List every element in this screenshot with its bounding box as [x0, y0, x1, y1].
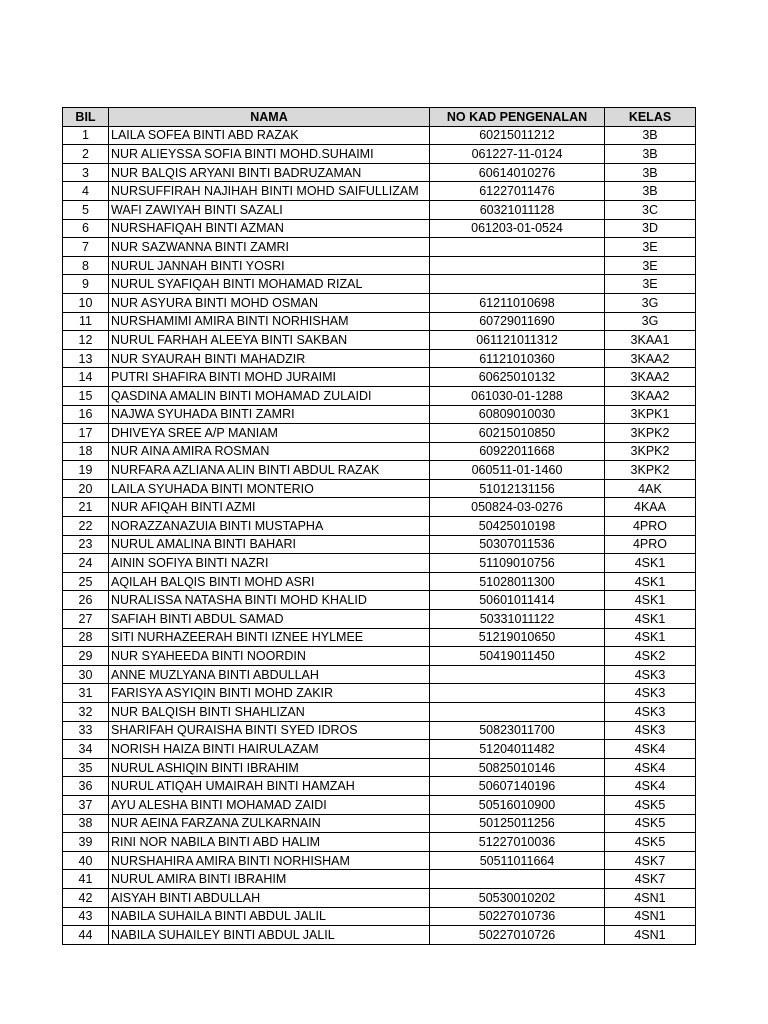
cell-bil: 41 — [63, 870, 109, 889]
cell-nama: DHIVEYA SREE A/P MANIAM — [109, 424, 430, 443]
cell-nama: NURALISSA NATASHA BINTI MOHD KHALID — [109, 591, 430, 610]
cell-nama: AQILAH BALQIS BINTI MOHD ASRI — [109, 572, 430, 591]
header-ic: NO KAD PENGENALAN — [430, 108, 605, 127]
cell-kelas: 4SK1 — [605, 591, 696, 610]
cell-kelas: 4SK1 — [605, 572, 696, 591]
cell-kelas: 3KAA2 — [605, 368, 696, 387]
cell-ic: 60922011668 — [430, 442, 605, 461]
table-row — [63, 814, 696, 833]
cell-nama: NURUL FARHAH ALEEYA BINTI SAKBAN — [109, 331, 430, 350]
cell-kelas: 3E — [605, 238, 696, 257]
cell-nama: NUR AINA AMIRA ROSMAN — [109, 442, 430, 461]
table-row — [63, 610, 696, 629]
cell-nama: NUR SAZWANNA BINTI ZAMRI — [109, 238, 430, 257]
cell-bil: 17 — [63, 424, 109, 443]
cell-kelas: 4SK3 — [605, 703, 696, 722]
table-row — [63, 163, 696, 182]
cell-kelas: 3KAA2 — [605, 349, 696, 368]
cell-nama: NUR SYAHEEDA BINTI NOORDIN — [109, 647, 430, 666]
cell-bil: 8 — [63, 256, 109, 275]
table-row — [63, 777, 696, 796]
cell-bil: 40 — [63, 851, 109, 870]
cell-kelas: 3KPK1 — [605, 405, 696, 424]
cell-nama: SHARIFAH QURAISHA BINTI SYED IDROS — [109, 721, 430, 740]
header-row — [63, 108, 696, 127]
cell-bil: 35 — [63, 758, 109, 777]
cell-bil: 3 — [63, 163, 109, 182]
cell-kelas: 3KPK2 — [605, 442, 696, 461]
cell-ic: 60809010030 — [430, 405, 605, 424]
cell-bil: 38 — [63, 814, 109, 833]
cell-bil: 5 — [63, 200, 109, 219]
cell-ic: 50419011450 — [430, 647, 605, 666]
table-row — [63, 368, 696, 387]
table-row — [63, 479, 696, 498]
cell-ic: 50607140196 — [430, 777, 605, 796]
cell-ic: 50425010198 — [430, 517, 605, 536]
cell-bil: 1 — [63, 126, 109, 145]
table-row — [63, 219, 696, 238]
cell-bil: 37 — [63, 795, 109, 814]
cell-nama: WAFI ZAWIYAH BINTI SAZALI — [109, 200, 430, 219]
cell-ic: 060511-01-1460 — [430, 461, 605, 480]
table-row — [63, 535, 696, 554]
cell-ic: 50516010900 — [430, 795, 605, 814]
table-row — [63, 628, 696, 647]
cell-kelas: 4SK7 — [605, 870, 696, 889]
cell-ic: 50825010146 — [430, 758, 605, 777]
cell-kelas: 4SK3 — [605, 684, 696, 703]
table-row — [63, 554, 696, 573]
cell-ic — [430, 665, 605, 684]
table-row — [63, 200, 696, 219]
table-row — [63, 591, 696, 610]
table-row — [63, 256, 696, 275]
table-row — [63, 665, 696, 684]
cell-kelas: 4KAA — [605, 498, 696, 517]
cell-bil: 15 — [63, 386, 109, 405]
cell-nama: AININ SOFIYA BINTI NAZRI — [109, 554, 430, 573]
cell-nama: FARISYA ASYIQIN BINTI MOHD ZAKIR — [109, 684, 430, 703]
cell-bil: 44 — [63, 926, 109, 945]
cell-nama: NUR BALQISH BINTI SHAHLIZAN — [109, 703, 430, 722]
cell-ic: 51227010036 — [430, 833, 605, 852]
cell-bil: 34 — [63, 740, 109, 759]
cell-kelas: 3B — [605, 145, 696, 164]
table-row — [63, 498, 696, 517]
cell-kelas: 4SN1 — [605, 926, 696, 945]
cell-ic: 50530010202 — [430, 888, 605, 907]
cell-nama: LAILA SYUHADA BINTI MONTERIO — [109, 479, 430, 498]
cell-nama: NUR AEINA FARZANA ZULKARNAIN — [109, 814, 430, 833]
cell-ic: 061227-11-0124 — [430, 145, 605, 164]
cell-bil: 4 — [63, 182, 109, 201]
cell-kelas: 3KAA1 — [605, 331, 696, 350]
cell-nama: NAJWA SYUHADA BINTI ZAMRI — [109, 405, 430, 424]
cell-ic: 50823011700 — [430, 721, 605, 740]
cell-kelas: 4SK5 — [605, 795, 696, 814]
cell-ic: 061121011312 — [430, 331, 605, 350]
cell-nama: PUTRI SHAFIRA BINTI MOHD JURAIMI — [109, 368, 430, 387]
cell-nama: NUR ASYURA BINTI MOHD OSMAN — [109, 293, 430, 312]
cell-bil: 16 — [63, 405, 109, 424]
cell-ic: 061203-01-0524 — [430, 219, 605, 238]
cell-kelas: 3B — [605, 182, 696, 201]
cell-ic: 51028011300 — [430, 572, 605, 591]
table-row — [63, 312, 696, 331]
cell-bil: 27 — [63, 610, 109, 629]
cell-ic: 60215010850 — [430, 424, 605, 443]
table-row — [63, 870, 696, 889]
cell-nama: NORISH HAIZA BINTI HAIRULAZAM — [109, 740, 430, 759]
cell-bil: 31 — [63, 684, 109, 703]
table-row — [63, 907, 696, 926]
table-row — [63, 517, 696, 536]
header-nama: NAMA — [109, 108, 430, 127]
cell-ic: 50227010726 — [430, 926, 605, 945]
cell-bil: 13 — [63, 349, 109, 368]
cell-nama: NURSUFFIRAH NAJIHAH BINTI MOHD SAIFULLIZAM — [109, 182, 430, 201]
cell-ic — [430, 684, 605, 703]
cell-bil: 32 — [63, 703, 109, 722]
cell-ic: 50125011256 — [430, 814, 605, 833]
cell-bil: 29 — [63, 647, 109, 666]
cell-nama: NUR BALQIS ARYANI BINTI BADRUZAMAN — [109, 163, 430, 182]
cell-ic — [430, 870, 605, 889]
cell-bil: 7 — [63, 238, 109, 257]
table-row — [63, 721, 696, 740]
student-table — [62, 107, 696, 945]
cell-nama: QASDINA AMALIN BINTI MOHAMAD ZULAIDI — [109, 386, 430, 405]
cell-bil: 21 — [63, 498, 109, 517]
cell-nama: NURUL AMALINA BINTI BAHARI — [109, 535, 430, 554]
table-row — [63, 275, 696, 294]
cell-ic: 50601011414 — [430, 591, 605, 610]
cell-kelas: 4SK1 — [605, 628, 696, 647]
cell-kelas: 4SK5 — [605, 814, 696, 833]
cell-ic: 51219010650 — [430, 628, 605, 647]
cell-nama: NABILA SUHAILA BINTI ABDUL JALIL — [109, 907, 430, 926]
cell-bil: 10 — [63, 293, 109, 312]
cell-kelas: 4SK1 — [605, 610, 696, 629]
cell-nama: LAILA SOFEA BINTI ABD RAZAK — [109, 126, 430, 145]
cell-nama: NABILA SUHAILEY BINTI ABDUL JALIL — [109, 926, 430, 945]
cell-bil: 24 — [63, 554, 109, 573]
cell-kelas: 4SN1 — [605, 888, 696, 907]
table-body — [63, 126, 696, 944]
cell-nama: NURUL SYAFIQAH BINTI MOHAMAD RIZAL — [109, 275, 430, 294]
table-row — [63, 182, 696, 201]
cell-kelas: 4SK4 — [605, 740, 696, 759]
header-kelas: KELAS — [605, 108, 696, 127]
cell-ic: 061030-01-1288 — [430, 386, 605, 405]
cell-bil: 22 — [63, 517, 109, 536]
cell-kelas: 3KPK2 — [605, 424, 696, 443]
cell-ic: 50331011122 — [430, 610, 605, 629]
cell-bil: 33 — [63, 721, 109, 740]
cell-ic — [430, 703, 605, 722]
cell-ic: 50227010736 — [430, 907, 605, 926]
cell-nama: SITI NURHAZEERAH BINTI IZNEE HYLMEE — [109, 628, 430, 647]
cell-nama: SAFIAH BINTI ABDUL SAMAD — [109, 610, 430, 629]
cell-kelas: 3C — [605, 200, 696, 219]
cell-nama: NORAZZANAZUIA BINTI MUSTAPHA — [109, 517, 430, 536]
cell-nama: NURUL JANNAH BINTI YOSRI — [109, 256, 430, 275]
cell-bil: 2 — [63, 145, 109, 164]
cell-bil: 23 — [63, 535, 109, 554]
table-row — [63, 145, 696, 164]
cell-ic: 61211010698 — [430, 293, 605, 312]
cell-kelas: 4SK3 — [605, 721, 696, 740]
cell-bil: 30 — [63, 665, 109, 684]
cell-kelas: 4SK3 — [605, 665, 696, 684]
cell-ic: 60321011128 — [430, 200, 605, 219]
table-row — [63, 926, 696, 945]
cell-ic: 60215011212 — [430, 126, 605, 145]
table-row — [63, 851, 696, 870]
table-row — [63, 238, 696, 257]
cell-nama: NURSHAHIRA AMIRA BINTI NORHISHAM — [109, 851, 430, 870]
cell-nama: ANNE MUZLYANA BINTI ABDULLAH — [109, 665, 430, 684]
cell-kelas: 4PRO — [605, 517, 696, 536]
cell-ic: 050824-03-0276 — [430, 498, 605, 517]
table-row — [63, 349, 696, 368]
cell-kelas: 3G — [605, 312, 696, 331]
cell-nama: NURSHAMIMI AMIRA BINTI NORHISHAM — [109, 312, 430, 331]
cell-bil: 25 — [63, 572, 109, 591]
table-row — [63, 442, 696, 461]
cell-nama: NURFARA AZLIANA ALIN BINTI ABDUL RAZAK — [109, 461, 430, 480]
cell-nama: NURUL ASHIQIN BINTI IBRAHIM — [109, 758, 430, 777]
cell-kelas: 4SK4 — [605, 777, 696, 796]
header-bil: BIL — [63, 108, 109, 127]
cell-kelas: 4SN1 — [605, 907, 696, 926]
cell-bil: 26 — [63, 591, 109, 610]
cell-nama: RINI NOR NABILA BINTI ABD HALIM — [109, 833, 430, 852]
cell-bil: 19 — [63, 461, 109, 480]
cell-ic — [430, 256, 605, 275]
cell-bil: 20 — [63, 479, 109, 498]
cell-nama: NURUL AMIRA BINTI IBRAHIM — [109, 870, 430, 889]
cell-ic: 61227011476 — [430, 182, 605, 201]
cell-nama: NUR AFIQAH BINTI AZMI — [109, 498, 430, 517]
table-row — [63, 647, 696, 666]
cell-kelas: 4AK — [605, 479, 696, 498]
table-row — [63, 424, 696, 443]
cell-ic: 60625010132 — [430, 368, 605, 387]
cell-ic: 51204011482 — [430, 740, 605, 759]
cell-kelas: 3D — [605, 219, 696, 238]
table-row — [63, 331, 696, 350]
cell-kelas: 3E — [605, 275, 696, 294]
cell-nama: NUR ALIEYSSA SOFIA BINTI MOHD.SUHAIMI — [109, 145, 430, 164]
table-row — [63, 758, 696, 777]
table-row — [63, 126, 696, 145]
cell-kelas: 4SK1 — [605, 554, 696, 573]
cell-kelas: 4PRO — [605, 535, 696, 554]
cell-ic — [430, 238, 605, 257]
cell-kelas: 3KPK2 — [605, 461, 696, 480]
cell-nama: AISYAH BINTI ABDULLAH — [109, 888, 430, 907]
table-row — [63, 795, 696, 814]
cell-bil: 11 — [63, 312, 109, 331]
table-row — [63, 293, 696, 312]
cell-bil: 12 — [63, 331, 109, 350]
cell-ic: 50307011536 — [430, 535, 605, 554]
cell-kelas: 3KAA2 — [605, 386, 696, 405]
table-row — [63, 833, 696, 852]
cell-bil: 6 — [63, 219, 109, 238]
cell-kelas: 4SK5 — [605, 833, 696, 852]
cell-ic — [430, 275, 605, 294]
table-row — [63, 461, 696, 480]
cell-nama: NUR SYAURAH BINTI MAHADZIR — [109, 349, 430, 368]
cell-ic: 60614010276 — [430, 163, 605, 182]
cell-ic: 51109010756 — [430, 554, 605, 573]
cell-kelas: 4SK4 — [605, 758, 696, 777]
cell-bil: 39 — [63, 833, 109, 852]
cell-bil: 14 — [63, 368, 109, 387]
cell-bil: 18 — [63, 442, 109, 461]
cell-kelas: 4SK2 — [605, 647, 696, 666]
table-row — [63, 405, 696, 424]
cell-kelas: 3G — [605, 293, 696, 312]
cell-kelas: 3B — [605, 163, 696, 182]
cell-bil: 9 — [63, 275, 109, 294]
cell-bil: 28 — [63, 628, 109, 647]
table-row — [63, 684, 696, 703]
cell-ic: 50511011664 — [430, 851, 605, 870]
cell-bil: 43 — [63, 907, 109, 926]
table-row — [63, 703, 696, 722]
table-row — [63, 740, 696, 759]
table-row — [63, 386, 696, 405]
cell-kelas: 3B — [605, 126, 696, 145]
table-header — [63, 108, 696, 127]
cell-nama: AYU ALESHA BINTI MOHAMAD ZAIDI — [109, 795, 430, 814]
table-row — [63, 572, 696, 591]
cell-nama: NURSHAFIQAH BINTI AZMAN — [109, 219, 430, 238]
cell-kelas: 3E — [605, 256, 696, 275]
cell-ic: 61121010360 — [430, 349, 605, 368]
cell-nama: NURUL ATIQAH UMAIRAH BINTI HAMZAH — [109, 777, 430, 796]
cell-kelas: 4SK7 — [605, 851, 696, 870]
cell-bil: 36 — [63, 777, 109, 796]
table-row — [63, 888, 696, 907]
cell-ic: 60729011690 — [430, 312, 605, 331]
cell-bil: 42 — [63, 888, 109, 907]
cell-ic: 51012131156 — [430, 479, 605, 498]
